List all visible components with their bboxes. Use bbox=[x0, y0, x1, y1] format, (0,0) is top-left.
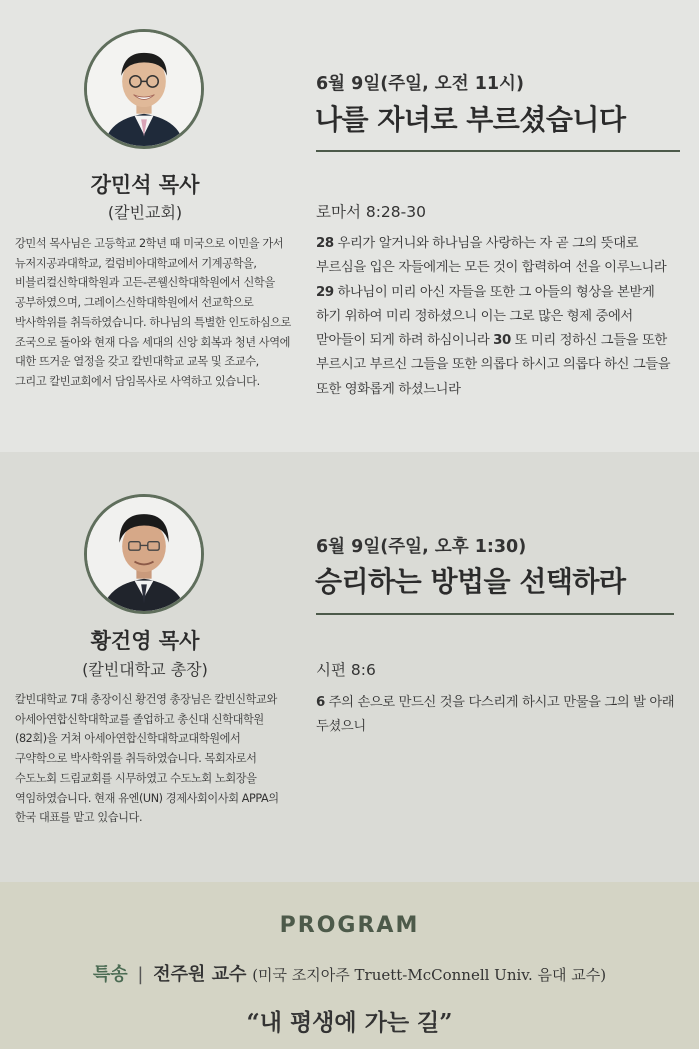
verse-number: 30 bbox=[493, 333, 511, 349]
speaker-2-bio: 칼빈대학교 7대 총장이신 황건영 총장님은 칼빈신학교와 아세아연합신학대학교를 졸업하고 총신대 신학대학원(82회)을 거쳐 아세아연합신학대학교대학원에서 구약학으로 박사학위를 취득하였습니다. 목회자로서 수도노회 드림교회를 시무하였고 수도노회 노회장을 역임하였습니다. 현재 유엔(UN) 경제사회이사회 APPA의 한국 대표를 맡고 있습니다. bbox=[15, 693, 279, 825]
sermon-1-title: 나를 자녀로 부르셨습니다 bbox=[315, 103, 626, 136]
speaker-1-bio: 강민석 목사님은 고등학교 2학년 때 미국으로 이민을 가서 뉴저지공과대학교, 컬럼비아대학교에서 기계공학을, 비블리컬신학대학원과 고든-콘웰신학대학원에서 신학을 공부하였으며, 그레이스신학대학원에서 선교학으로 박사학위를 취득하였습니다. 하나님의 특별한 인도하심으로 조국으로 돌아와 현재 다음 세대의 신앙 회복과 청년 사역에 대한 뜨거운 열정을 갖고 칼빈대학교 교목 및 조교수, 그리고 칼빈교회에서 담임목사로 사역하고 있습니다. bbox=[15, 237, 291, 388]
program-performer: 전주원 교수 bbox=[153, 964, 247, 985]
program-song-title: “내 평생에 가는 길” bbox=[246, 1009, 453, 1036]
program-special-song-line bbox=[0, 960, 699, 986]
speaker-2-photo bbox=[84, 494, 204, 614]
sermon-1-date: 6월 9일(주일, 오전 11시) bbox=[316, 74, 524, 94]
speaker-2-name: 황건영 목사 bbox=[90, 629, 200, 653]
speaker-1-name: 강민석 목사 bbox=[90, 173, 200, 197]
verse-text: 또 미리 정하신 그들을 또한 부르시고 부르신 그들을 또한 의롭다 하시고 의롭다 하신 그들을 또한 영화롭게 하셨느니라 bbox=[316, 333, 671, 397]
verse-number: 28 bbox=[316, 236, 334, 251]
sermon-2-date: 6월 9일(주일, 오후 1:30) bbox=[316, 537, 527, 557]
verse-number: 6 bbox=[316, 695, 325, 710]
sermon-1-scripture-ref: 로마서 8:28-30 bbox=[316, 203, 426, 221]
sermon-2-section bbox=[0, 452, 699, 882]
program-heading: PROGRAM bbox=[279, 913, 420, 938]
verse-text: 하나님이 미리 아신 자들을 또한 그 아들의 형상을 본받게 하기 위하여 미리 정하셨으니 이는 그로 많은 형제 중에서 맏아들이 되게 하려 하심이니라 bbox=[316, 284, 655, 349]
program-label: 특송 bbox=[92, 964, 128, 985]
program-section bbox=[0, 882, 699, 1049]
verse-text: 우리가 알거니와 하나님을 사랑하는 자 곧 그의 뜻대로 부르심을 입은 자들에게는 모든 것이 합력하여 선을 이루느니라 bbox=[316, 236, 667, 276]
program-performer-detail: (미국 조지아주 Truett-McConnell Univ. 음대 교수) bbox=[252, 966, 607, 984]
sermon-1-divider bbox=[316, 150, 680, 152]
sermon-2-scripture-text bbox=[316, 691, 682, 740]
verse-number: 29 bbox=[316, 284, 334, 300]
sermon-2-title: 승리하는 방법을 선택하라 bbox=[315, 565, 626, 598]
speaker-1-church: (칼빈교회) bbox=[107, 203, 183, 222]
sermon-1-scripture-text bbox=[316, 232, 682, 402]
sermon-2-divider bbox=[316, 613, 674, 615]
sermon-1-section bbox=[0, 0, 699, 452]
program-separator: | bbox=[137, 964, 144, 985]
speaker-2-church: (칼빈대학교 총장) bbox=[82, 660, 208, 679]
sermon-2-scripture-ref: 시편 8:6 bbox=[316, 661, 376, 679]
speaker-1-photo bbox=[84, 29, 204, 149]
verse-text: 주의 손으로 만드신 것을 다스리게 하시고 만물을 그의 발 아래 두셨으니 bbox=[316, 695, 675, 735]
